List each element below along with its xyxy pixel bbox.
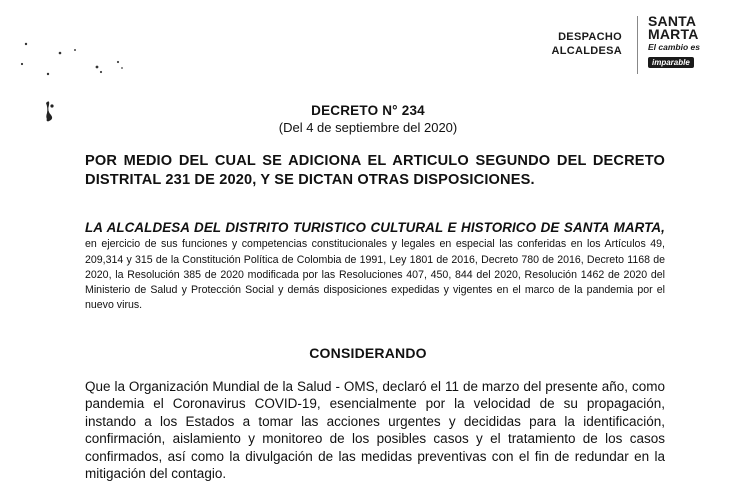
preamble bbox=[85, 220, 665, 314]
logo-line-2: MARTA bbox=[648, 26, 699, 42]
logo-line-1: SANTA bbox=[648, 13, 697, 29]
considering-paragraph: Que la Organización Mundial de la Salud - OMS, declaró el 11 de marzo del presente año, como pandemia el Coronavirus COVID-19, esencialmente por la velocidad de su propagación, instando a los Estados a tomar las acciones urgentes y decididas para la identificación, confirmación, aislamiento y monitoreo de los posibles casos y el tratamiento de los casos confirmados, así como la divulgación de las medidas preventivas con el fin de redundar en la mitigación del contagio. bbox=[85, 379, 665, 482]
decree-number: DECRETO N° 234 bbox=[311, 103, 425, 118]
header-divider bbox=[637, 16, 638, 74]
office-header bbox=[551, 30, 622, 58]
considering-heading: CONSIDERANDO bbox=[309, 345, 427, 361]
preamble-authority: LA ALCALDESA DEL DISTRITO TURISTICO CULTURAL E HISTORICO DE SANTA MARTA, bbox=[85, 220, 665, 235]
decree-date: (Del 4 de septiembre del 2020) bbox=[278, 120, 458, 135]
decree-title: POR MEDIO DEL CUAL SE ADICIONA EL ARTICULO SEGUNDO DEL DECRETO DISTRITAL 231 DE 2020, Y SE DICTAN OTRAS DISPOSICIONES. bbox=[85, 153, 665, 188]
preamble-text: en ejercicio de sus funciones y competencias constitucionales y legales en especial las conferidas en los Artículos 49, 209,314 y 315 de la Constitución Política de Colombia de 1991, Ley 1801 de 2016, Decreto 780 de 2016, Decreto 1168 de 2020, la Resolución 385 de 2020 modificada por las Resoluciones 407, 450, 844 del 2020, Resolución 1462 de 2020 del Ministerio de Salud y Protección Social y demás disposiciones expedidas y vigentes en el marco de la pandemia por el nuevo virus. bbox=[85, 238, 665, 312]
santa-marta-logo bbox=[648, 15, 720, 73]
logo-tagline-1: El cambio es bbox=[648, 42, 700, 52]
office-line-2: ALCALDESA bbox=[551, 45, 622, 57]
office-line-1: DESPACHO bbox=[558, 31, 622, 43]
logo-tagline-2: imparable bbox=[648, 57, 694, 68]
